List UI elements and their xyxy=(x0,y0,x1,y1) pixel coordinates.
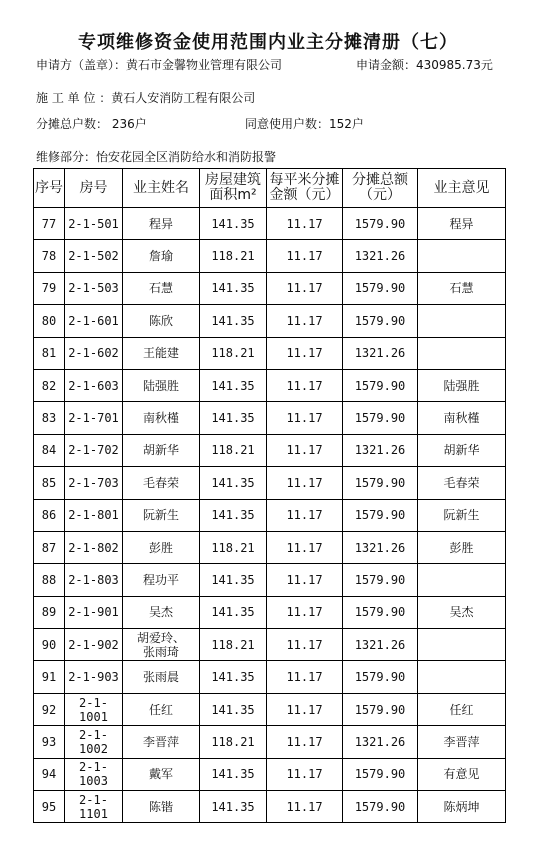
cell-owner: 彭胜 xyxy=(123,531,200,563)
cell-area: 141.35 xyxy=(200,305,267,337)
cell-total: 1579.90 xyxy=(343,499,418,531)
cell-seq: 77 xyxy=(34,208,65,240)
cell-total: 1321.26 xyxy=(343,337,418,369)
cell-area: 141.35 xyxy=(200,693,267,725)
cell-room: 2-1-503 xyxy=(65,272,123,304)
cell-opinion xyxy=(418,305,506,337)
header-room: 房号 xyxy=(65,169,123,208)
header-area xyxy=(200,169,267,208)
cell-total: 1579.90 xyxy=(343,791,418,823)
cell-opinion: 有意见 xyxy=(418,758,506,790)
cell-opinion: 陆强胜 xyxy=(418,369,506,401)
header-area-line2: 面积m² xyxy=(209,187,257,203)
cell-total: 1579.90 xyxy=(343,596,418,628)
cell-opinion: 毛春荣 xyxy=(418,467,506,499)
table-row xyxy=(34,693,506,725)
cell-area: 141.35 xyxy=(200,596,267,628)
amount-line: 申请金额：430985.73元 xyxy=(356,58,493,72)
cell-total: 1321.26 xyxy=(343,726,418,758)
cell-owner: 李晋萍 xyxy=(123,726,200,758)
table-row xyxy=(34,564,506,596)
cell-unit: 11.17 xyxy=(267,272,343,304)
cell-unit: 11.17 xyxy=(267,661,343,693)
owner-name-line1: 胡爱玲、 xyxy=(136,630,185,645)
cell-opinion xyxy=(418,564,506,596)
cell-opinion: 胡新华 xyxy=(418,434,506,466)
cell-seq: 82 xyxy=(34,369,65,401)
table-row xyxy=(34,499,506,531)
cell-area: 118.21 xyxy=(200,531,267,563)
cell-seq: 87 xyxy=(34,531,65,563)
repair-part-line: 维修部分：怡安花园全区消防给水和消防报警 xyxy=(36,150,277,164)
cell-total: 1579.90 xyxy=(343,758,418,790)
cell-room: 2-1-1002 xyxy=(65,726,123,758)
cell-owner: 阮新生 xyxy=(123,499,200,531)
cell-room: 2-1-803 xyxy=(65,564,123,596)
table-row xyxy=(34,661,506,693)
cell-opinion: 彭胜 xyxy=(418,531,506,563)
cell-unit: 11.17 xyxy=(267,240,343,272)
cell-seq: 90 xyxy=(34,629,65,661)
cell-room: 2-1-703 xyxy=(65,467,123,499)
cell-opinion: 阮新生 xyxy=(418,499,506,531)
cell-total: 1321.26 xyxy=(343,531,418,563)
cell-room: 2-1-501 xyxy=(65,208,123,240)
cell-area: 118.21 xyxy=(200,240,267,272)
cell-unit: 11.17 xyxy=(267,369,343,401)
allocation-table xyxy=(33,168,506,823)
cell-owner: 詹瑜 xyxy=(123,240,200,272)
header-opinion: 业主意见 xyxy=(418,169,506,208)
cell-owner: 程异 xyxy=(123,208,200,240)
table-row xyxy=(34,434,506,466)
cell-unit: 11.17 xyxy=(267,596,343,628)
cell-total: 1321.26 xyxy=(343,629,418,661)
cell-area: 141.35 xyxy=(200,402,267,434)
cell-opinion: 南秋槿 xyxy=(418,402,506,434)
table-row xyxy=(34,305,506,337)
cell-seq: 92 xyxy=(34,693,65,725)
table-row xyxy=(34,467,506,499)
cell-seq: 84 xyxy=(34,434,65,466)
cell-total: 1579.90 xyxy=(343,564,418,596)
cell-unit: 11.17 xyxy=(267,402,343,434)
table-row xyxy=(34,337,506,369)
cell-room: 2-1-603 xyxy=(65,369,123,401)
header-owner: 业主姓名 xyxy=(123,169,200,208)
header-seq: 序号 xyxy=(34,169,65,208)
cell-room: 2-1-902 xyxy=(65,629,123,661)
table-header-row xyxy=(34,169,506,208)
page-title: 专项维修资金使用范围内业主分摊清册（七） xyxy=(78,32,458,53)
cell-unit: 11.17 xyxy=(267,791,343,823)
cell-unit: 11.17 xyxy=(267,337,343,369)
cell-total: 1579.90 xyxy=(343,305,418,337)
header-unit xyxy=(267,169,343,208)
cell-room: 2-1-901 xyxy=(65,596,123,628)
header-total-line2: （元） xyxy=(359,187,401,203)
cell-unit: 11.17 xyxy=(267,531,343,563)
cell-area: 118.21 xyxy=(200,726,267,758)
cell-area: 141.35 xyxy=(200,467,267,499)
cell-seq: 94 xyxy=(34,758,65,790)
total-households-line: 分摊总户数： 236户 xyxy=(36,117,147,131)
cell-owner: 石慧 xyxy=(123,272,200,304)
table-row xyxy=(34,531,506,563)
cell-area: 141.35 xyxy=(200,791,267,823)
cell-owner: 程功平 xyxy=(123,564,200,596)
cell-room: 2-1-903 xyxy=(65,661,123,693)
header-total xyxy=(343,169,418,208)
cell-seq: 85 xyxy=(34,467,65,499)
cell-room: 2-1-1001 xyxy=(65,693,123,725)
cell-room: 2-1-602 xyxy=(65,337,123,369)
header-unit-line1: 每平米分摊 xyxy=(269,172,340,188)
cell-room: 2-1-502 xyxy=(65,240,123,272)
cell-unit: 11.17 xyxy=(267,467,343,499)
cell-area: 141.35 xyxy=(200,272,267,304)
cell-seq: 83 xyxy=(34,402,65,434)
cell-unit: 11.17 xyxy=(267,629,343,661)
cell-room: 2-1-601 xyxy=(65,305,123,337)
cell-area: 141.35 xyxy=(200,499,267,531)
cell-unit: 11.17 xyxy=(267,305,343,337)
table-row xyxy=(34,208,506,240)
cell-seq: 80 xyxy=(34,305,65,337)
table-row xyxy=(34,402,506,434)
table-row xyxy=(34,758,506,790)
table-row xyxy=(34,629,506,661)
header-total-line1: 分摊总额 xyxy=(352,172,408,188)
cell-unit: 11.17 xyxy=(267,564,343,596)
header-unit-line2: 金额（元） xyxy=(269,187,340,203)
table-body xyxy=(34,208,506,823)
header-area-line1: 房屋建筑 xyxy=(205,172,261,188)
cell-unit: 11.17 xyxy=(267,693,343,725)
cell-owner: 毛春荣 xyxy=(123,467,200,499)
contractor-line: 施 工 单 位 ：黄石人安消防工程有限公司 xyxy=(36,91,256,105)
cell-opinion xyxy=(418,240,506,272)
cell-total: 1579.90 xyxy=(343,208,418,240)
cell-area: 141.35 xyxy=(200,369,267,401)
cell-unit: 11.17 xyxy=(267,726,343,758)
cell-owner: 吴杰 xyxy=(123,596,200,628)
cell-total: 1321.26 xyxy=(343,434,418,466)
cell-seq: 79 xyxy=(34,272,65,304)
cell-unit: 11.17 xyxy=(267,499,343,531)
cell-area: 141.35 xyxy=(200,661,267,693)
cell-seq: 88 xyxy=(34,564,65,596)
cell-owner: 戴军 xyxy=(123,758,200,790)
cell-area: 118.21 xyxy=(200,434,267,466)
cell-opinion: 程异 xyxy=(418,208,506,240)
cell-area: 118.21 xyxy=(200,337,267,369)
cell-room: 2-1-702 xyxy=(65,434,123,466)
cell-owner: 陈欣 xyxy=(123,305,200,337)
table-row xyxy=(34,240,506,272)
cell-area: 141.35 xyxy=(200,564,267,596)
cell-area: 118.21 xyxy=(200,629,267,661)
cell-total: 1321.26 xyxy=(343,240,418,272)
table-row xyxy=(34,272,506,304)
cell-opinion: 石慧 xyxy=(418,272,506,304)
applicant-line: 申请方（盖章）：黄石市金馨物业管理有限公司 xyxy=(36,58,283,72)
cell-owner: 张雨晨 xyxy=(123,661,200,693)
cell-opinion xyxy=(418,629,506,661)
table-row xyxy=(34,791,506,823)
cell-opinion: 陈炳坤 xyxy=(418,791,506,823)
cell-seq: 78 xyxy=(34,240,65,272)
cell-opinion xyxy=(418,661,506,693)
cell-room: 2-1-701 xyxy=(65,402,123,434)
cell-total: 1579.90 xyxy=(343,661,418,693)
cell-total: 1579.90 xyxy=(343,467,418,499)
cell-opinion: 吴杰 xyxy=(418,596,506,628)
cell-owner xyxy=(123,629,200,661)
cell-unit: 11.17 xyxy=(267,758,343,790)
table-row xyxy=(34,596,506,628)
cell-area: 141.35 xyxy=(200,208,267,240)
cell-total: 1579.90 xyxy=(343,693,418,725)
cell-unit: 11.17 xyxy=(267,208,343,240)
cell-seq: 95 xyxy=(34,791,65,823)
cell-seq: 81 xyxy=(34,337,65,369)
cell-opinion: 李晋萍 xyxy=(418,726,506,758)
cell-seq: 91 xyxy=(34,661,65,693)
cell-room: 2-1-1003 xyxy=(65,758,123,790)
cell-room: 2-1-1101 xyxy=(65,791,123,823)
cell-seq: 93 xyxy=(34,726,65,758)
table-row xyxy=(34,369,506,401)
agreed-households-line: 同意使用户数：152户 xyxy=(245,117,364,131)
cell-total: 1579.90 xyxy=(343,402,418,434)
owner-name-line2: 张雨琦 xyxy=(142,644,179,659)
table-row xyxy=(34,726,506,758)
cell-room: 2-1-802 xyxy=(65,531,123,563)
cell-room: 2-1-801 xyxy=(65,499,123,531)
cell-seq: 89 xyxy=(34,596,65,628)
cell-owner: 王能建 xyxy=(123,337,200,369)
cell-owner: 南秋槿 xyxy=(123,402,200,434)
cell-opinion xyxy=(418,337,506,369)
cell-total: 1579.90 xyxy=(343,369,418,401)
cell-unit: 11.17 xyxy=(267,434,343,466)
cell-owner: 陆强胜 xyxy=(123,369,200,401)
cell-area: 141.35 xyxy=(200,758,267,790)
cell-owner: 胡新华 xyxy=(123,434,200,466)
cell-owner: 任红 xyxy=(123,693,200,725)
cell-seq: 86 xyxy=(34,499,65,531)
cell-opinion: 任红 xyxy=(418,693,506,725)
cell-owner: 陈锴 xyxy=(123,791,200,823)
cell-total: 1579.90 xyxy=(343,272,418,304)
